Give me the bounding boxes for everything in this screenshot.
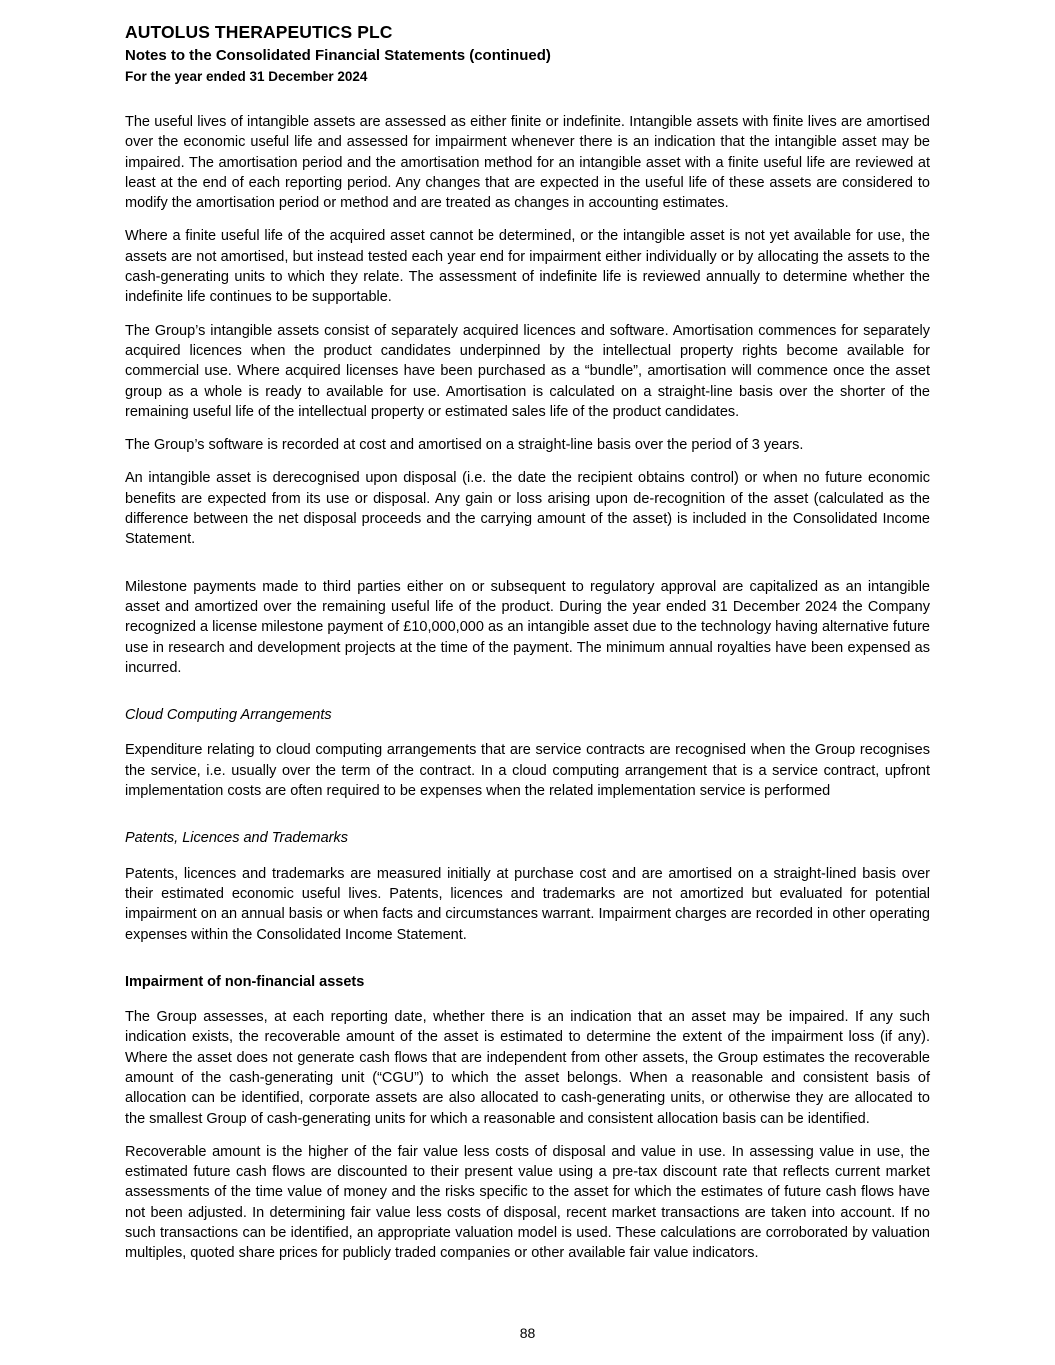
document-subtitle: For the year ended 31 December 2024 (125, 69, 368, 84)
paragraph-group-intangible-assets: The Group’s intangible assets consist of separately acquired licences and software. Amortisation commences for separately acquired licences when the product candidates underpinned by the intellectual property rights become available for commercial use. Where acquired licenses have been purchased as a “bundle”, amortisation will commence once the asset group as a whole is ready to available for use. Amortisation is calculated on a straight-line basis over the shorter of the remaining useful life of the intellectual property or estimated sales life of the product candidates. (125, 322, 930, 420)
section-heading-cloud-computing: Cloud Computing Arrangements (125, 707, 332, 724)
document-title: Notes to the Consolidated Financial Statements (continued) (125, 47, 551, 64)
paragraph-milestone-payments: Milestone payments made to third parties either on or subsequent to regulatory approval are capitalized as an intangible asset and amortized over the remaining useful life of the product. During the year ended 31 December 2024 the Company recognized a license milestone payment of £10,000,000 as an intangible asset due to the technology having alternative future use in research and development projects at the time of the payment. The minimum annual royalties have been expensed as incurred. (125, 578, 930, 676)
paragraph-group-software: The Group’s software is recorded at cost and amortised on a straight-line basis over the period of 3 years. (125, 437, 804, 454)
paragraph-patents-licences-trademarks: Patents, licences and trademarks are measured initially at purchase cost and are amortised on a straight-lined basis over their estimated economic useful lives. Patents, licences and trademarks are not amortized but evaluated for potential impairment on an annual basis or when facts and circumstances warrant. Impairment charges are recorded in other operating expenses within the Consolidated Income Statement. (125, 865, 930, 943)
paragraph-recoverable-amount: Recoverable amount is the higher of the fair value less costs of disposal and value in use. In assessing value in use, the estimated future cash flows are discounted to their present value using a pre-tax discount rate that reflects current market assessments of the time value of money and the risks specific to the asset for which the estimates of future cash flows have not been adjusted. In determining fair value less costs of disposal, recent market transactions are taken into account. If no such transactions can be identified, an appropriate valuation model is used. These calculations are corroborated by valuation multiples, quoted share prices for publicly traded companies or other available fair value indicators. (125, 1143, 930, 1262)
paragraph-useful-lives: The useful lives of intangible assets are assessed as either finite or indefinite. Intangible assets with finite lives are amortised over the economic useful life and assessed for impairment whenever there is an indication that the intangible asset may be impaired. The amortisation period and the amortisation method for an intangible asset with a finite useful life are reviewed at least at the end of each reporting period. Any changes that are expected in the useful life of these assets are considered to modify the amortisation period or method and are treated as changes in accounting estimates. (125, 114, 930, 212)
document-header (125, 22, 930, 84)
paragraph-cloud-computing: Expenditure relating to cloud computing arrangements that are service contracts are recognised when the Group recognises the service, i.e. usually over the term of the contract. In a cloud computing arrangement that is a service contract, upfront implementation costs are often required to be expenses when the related implementation service is performed (125, 742, 930, 800)
document-body (125, 112, 930, 1264)
paragraph-derecognition: An intangible asset is derecognised upon disposal (i.e. the date the recipient obtains control) or when no future economic benefits are expected from its use or disposal. Any gain or loss arising upon de-recognition of the asset (calculated as the difference between the net disposal proceeds and the carrying amount of the asset) is included in the Consolidated Income Statement. (125, 470, 930, 548)
section-heading-patents-licences-trademarks: Patents, Licences and Trademarks (125, 830, 348, 847)
section-heading-impairment-non-financial-assets: Impairment of non-financial assets (125, 973, 365, 990)
document-footer (0, 1325, 1055, 1341)
paragraph-group-assesses: The Group assesses, at each reporting date, whether there is an indication that an asset may be impaired. If any such indication exists, the recoverable amount of the asset is estimated to determine the extent of the impairment loss (if any). Where the asset does not generate cash flows that are independent from other assets, the Group estimates the recoverable amount of the cash-generating unit (“CGU”) to which the asset belongs. When a reasonable and consistent basis of allocation can be identified, corporate assets are also allocated to cash-generating units, or otherwise they are allocated to the smallest Group of cash-generating units for which a reasonable and consistent allocation basis can be identified. (125, 1009, 930, 1127)
paragraph-finite-useful-life: Where a finite useful life of the acquired asset cannot be determined, or the intangible asset is not yet available for use, the assets are not amortised, but instead tested each year end for impairment either individually or by allocating the assets to the cash-generating units to which they relate. The assessment of indefinite life is reviewed annually to determine whether the indefinite life continues to be supportable. (125, 228, 930, 306)
company-name: AUTOLUS THERAPEUTICS PLC (125, 22, 393, 42)
page-number: 88 (519, 1325, 536, 1341)
